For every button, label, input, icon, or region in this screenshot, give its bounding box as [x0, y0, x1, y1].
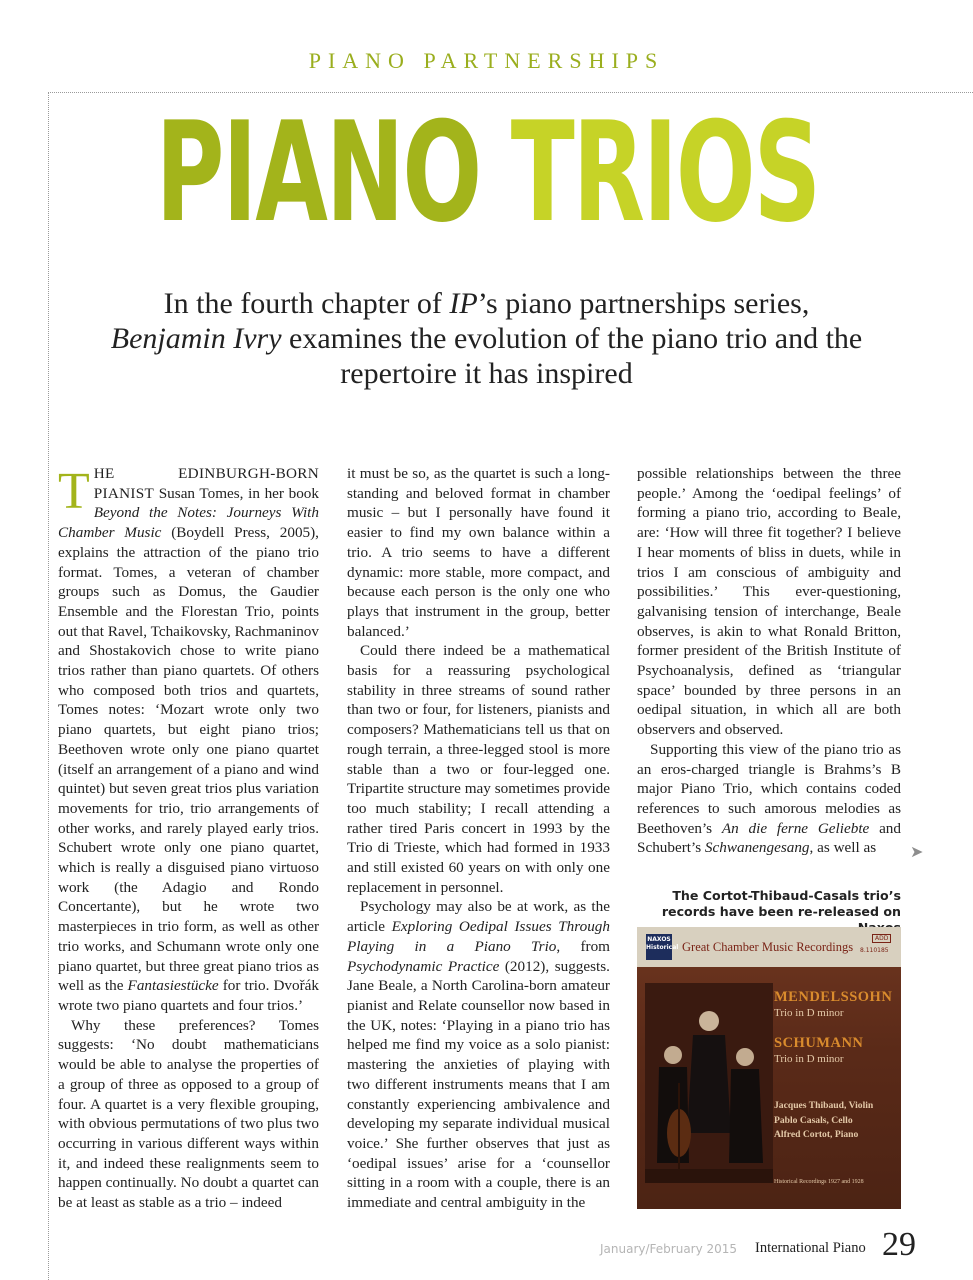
standfirst-magazine-abbrev: IP [449, 287, 478, 320]
album-performers [774, 1099, 873, 1143]
standfirst [60, 286, 913, 391]
standfirst-text: In the fourth chapter of [163, 287, 450, 320]
paragraph [58, 464, 319, 1016]
album-add-badge: ADD [872, 934, 891, 943]
dotted-rule-vertical [48, 92, 49, 1280]
page-number: 29 [882, 1226, 916, 1263]
naxos-logo: NAXOS Historical [646, 934, 672, 960]
album-performer: Pablo Casals, Cello [774, 1114, 853, 1126]
body-text: for trio. Dvořák wrote two piano quartets and four trios.’ [58, 977, 319, 1014]
album-work-1: Trio in D minor [774, 1007, 844, 1019]
body-text: Psychology may also be at work, as the article [347, 898, 610, 936]
album-series: Great Chamber Music Recordings [682, 940, 854, 954]
journal-title: Psychodynamic Practice [347, 957, 500, 975]
article-title: Exploring Oedipal Issues Through Playing in a Piano Trio [347, 918, 610, 955]
album-performer: Alfred Cortot, Piano [774, 1129, 859, 1140]
album-work-2: Trio in D minor [774, 1053, 844, 1065]
trio-photograph [645, 983, 773, 1183]
book-title: Beyond the Notes: Journeys With Chamber Music [58, 504, 319, 542]
arrow-right-icon: ➤ [910, 842, 924, 861]
album-composer-2: SCHUMANN [774, 1035, 864, 1051]
paragraph: Why these preferences? Tomes suggests: ‘No doubt mathematicians would be able to analyse the properties of a group of three as opposed to a group of four. A quartet is a very flexible grouping, with obvious permutations of two plus two occurring in various different ways within it, and indeed these realignments seem to happen continually. No doubt a quartet can be at least as stable as a trio – indeed [58, 1016, 319, 1212]
headline [155, 92, 820, 253]
standfirst-text: examines the evolution of the piano trio and the repertoire it has inspired [281, 322, 863, 390]
paragraph [347, 897, 610, 1212]
album-performer: Jacques Thibaud, Violin [774, 1100, 874, 1111]
footer-magazine-name: International Piano [755, 1240, 866, 1256]
drop-cap: T [58, 463, 90, 520]
paragraph: possible relationships between the three people.’ Among the ‘oedipal feelings’ of forming a piano trio, according to Beale, are: ‘How will three fit together? I believe I hear moments of bliss in duets, while in trios I am conscious of ambiguity and possibilities.’ This ever-questioning, galvanising tension of interchange, Beale observes, is akin to what Ronald Britton, former president of the British Institute of Psychoanalysis, defined as ‘triangular space’ bounded by three persons in an oedipal situation, in which all are both observers and observed. [637, 465, 901, 739]
headline-word-trios: TRIOS [510, 92, 820, 253]
headline-word-piano: PIANO [155, 92, 481, 253]
album-catalogue-number: 8.110185 [860, 947, 889, 954]
image-caption: The Cortot-Thibaud-Casals trio’s records have been re-released on [661, 888, 901, 919]
standfirst-author: Benjamin Ivry [110, 322, 282, 355]
article-column-2 [347, 464, 610, 1213]
body-text: and Schubert’s [637, 819, 901, 857]
paragraph [637, 740, 901, 858]
body-text: (Boydell Press, 2005), explains the attraction of the piano trio format. Tomes, a veteran of chamber groups such as Domus, the Gaudier Ensemble and the Florestan Trio, points out that Ravel, Tchaikovsky, Rachmaninov and Shostakovich chose to write piano trios rather than piano quartets. Of others who composed both trios and quartets, Tomes notes: ‘Mozart wrote only two piano quartets, but eight piano trios; Beethoven wrote only one piano quartet (itself an arrangement of a piano and wind quintet) but seven great trios plus variation movements for trio, trio arrangements of other works, and rarely played early trios. Schubert wrote only one piano quartet, which is really a disguised piano virtuoso work (the Adagio and Rondo Concertante), but he wrote two masterpieces in trio form, as well as other trio works, and Schumann wrote only one piano quartet, but three great piano trios as well as the [58, 524, 319, 995]
article-column-3 [637, 464, 901, 858]
paragraph: Could there indeed be a mathematical basis for a reassuring psychological stability in three streams of sound rather than two or four, for listeners, pianists and composers? Mathematicians tell us that on rough terrain, a three-legged stool is more stable than a two or four-legged one. Tripartite structure may sometimes provide too much stability; I recall attending a rather tired Paris concert in 1993 by the Trio di Trieste, which had formed in 1933 and still existed 60 years on with only one replacement in personnel. [347, 642, 610, 896]
body-text: Susan Tomes, in her book [154, 484, 319, 502]
body-text: (2012), suggests. Jane Beale, a North Carolina-born amateur pianist and Relate counsellor now based in the UK, notes: ‘Playing in a piano trio has helped me find my voice as a solo pianist: mastering the anxieties of playing with two different instruments means that I am constantly experiencing ambivalence and developing my separate individual musical voice.’ She further observes that just as ‘oedipal issues’ arise for a ‘counsellor sitting in a room with a couple, there is an immediate and central ambiguity in the [347, 957, 610, 1212]
footer-issue-date: January/February 2015 [600, 1242, 738, 1256]
standfirst-text: ’s piano partnerships series, [477, 287, 810, 320]
page-footer [600, 1226, 918, 1263]
album-composer-1: MENDELSSOHN [774, 989, 893, 1005]
body-text: , as well as [809, 839, 877, 857]
article-column-1 [58, 464, 319, 1213]
album-recording-note: Historical Recordings 1927 and 1928 [774, 1179, 864, 1185]
body-text: Supporting this view of the piano trio as an eros-charged triangle is Brahms’s B major Piano Trio, which contains coded references to such amorous melodies as Beethoven’s [637, 740, 901, 837]
work-title: Schwanengesang [704, 839, 810, 857]
work-title: An die ferne Geliebte [721, 819, 870, 837]
album-cover-image [637, 927, 901, 1209]
lead-in-smallcaps: HE EDINBURGH-BORN PIANIST [93, 465, 319, 502]
paragraph: it must be so, as the quartet is such a long-standing and beloved format in chamber music – but I personally have found it easier to find my own balance within a trio. A trio seems to have a different dynamic: more stable, more compact, and because each person is the only one who plays that instrument in the group, better balanced.’ [347, 465, 610, 640]
body-text: , from [556, 937, 610, 955]
section-kicker: PIANO PARTNERSHIPS [308, 48, 665, 73]
work-title: Fantasiestücke [127, 977, 219, 995]
